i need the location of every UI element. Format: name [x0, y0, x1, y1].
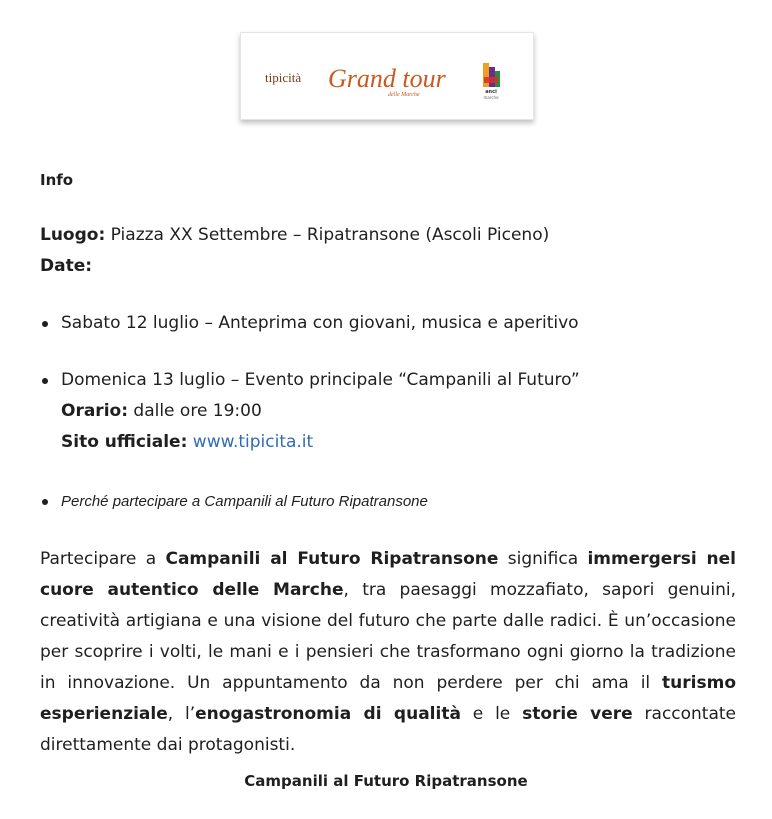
luogo-line — [40, 220, 549, 251]
date-label: Date: — [40, 256, 93, 276]
list-item-saturday: Sabato 12 luglio – Anteprima con giovani, musica e aperitivo — [61, 313, 579, 333]
paragraph-text: significa — [498, 549, 588, 569]
paragraph-text: , l’ — [167, 704, 196, 724]
grand-tour-logo-text: Grand tour — [328, 64, 446, 93]
bullet-dot — [42, 499, 48, 505]
luogo-value: Piazza XX Settembre – Ripatransone (Ascoli Piceno) — [110, 225, 550, 245]
partner-logos-banner — [240, 32, 534, 120]
orario-label: Orario: — [61, 401, 128, 421]
tipicita-website-link[interactable]: www.tipicita.it — [192, 432, 314, 452]
bullet-dot — [42, 321, 48, 327]
info-heading: Info — [40, 171, 74, 189]
paragraph-text: Partecipare a — [40, 549, 166, 569]
paragraph-text: raccontate direttamente dai protagonisti. — [40, 704, 737, 755]
marche-logo-text: marche — [483, 95, 499, 100]
bullet-dot — [42, 378, 48, 384]
anci-logo-text: anci — [485, 89, 497, 95]
tipicita-logo-text: tipicità — [265, 70, 302, 85]
description-paragraph — [40, 544, 736, 761]
list-item-why-participate: Perché partecipare a Campanili al Futuro Ripatransone — [61, 493, 428, 510]
list-item-sunday: Domenica 13 luglio – Evento principale “Campanili al Futuro” — [61, 370, 580, 390]
paragraph-bold-heart-marche: immergersi nel cuore autentico delle Marche — [40, 549, 736, 600]
logos-graphic — [241, 33, 533, 119]
paragraph-bold-event-name: Campanili al Futuro Ripatransone — [165, 549, 499, 569]
sito-line — [61, 427, 313, 458]
date-line — [40, 251, 92, 282]
orario-line — [61, 396, 262, 427]
anci-marche-logo — [483, 63, 500, 100]
paragraph-bold-storie-vere: storie vere — [522, 704, 633, 724]
paragraph-bold-turismo: turismo esperienziale — [40, 673, 736, 724]
paragraph-text: , tra paesaggi mozzafiato, sapori genuini, creatività artigiana e una visione del futuro che parte dalle radici. È un’occasione per scoprire i volti, le mani e i pensieri che trasformano ogni giorno la tradizione in innovazione. Un appuntamento da non perdere per chi ama il — [40, 580, 737, 693]
paragraph-bold-enogastronomia: enogastronomia di qualità — [195, 704, 461, 724]
orario-value: dalle ore 19:00 — [133, 401, 262, 421]
section-title: Campanili al Futuro Ripatransone — [244, 772, 528, 790]
sito-label: Sito ufficiale: — [61, 432, 188, 452]
delle-marche-logo-text: delle Marche — [388, 92, 420, 98]
luogo-label: Luogo: — [40, 225, 106, 245]
paragraph-text: e le — [460, 704, 523, 724]
